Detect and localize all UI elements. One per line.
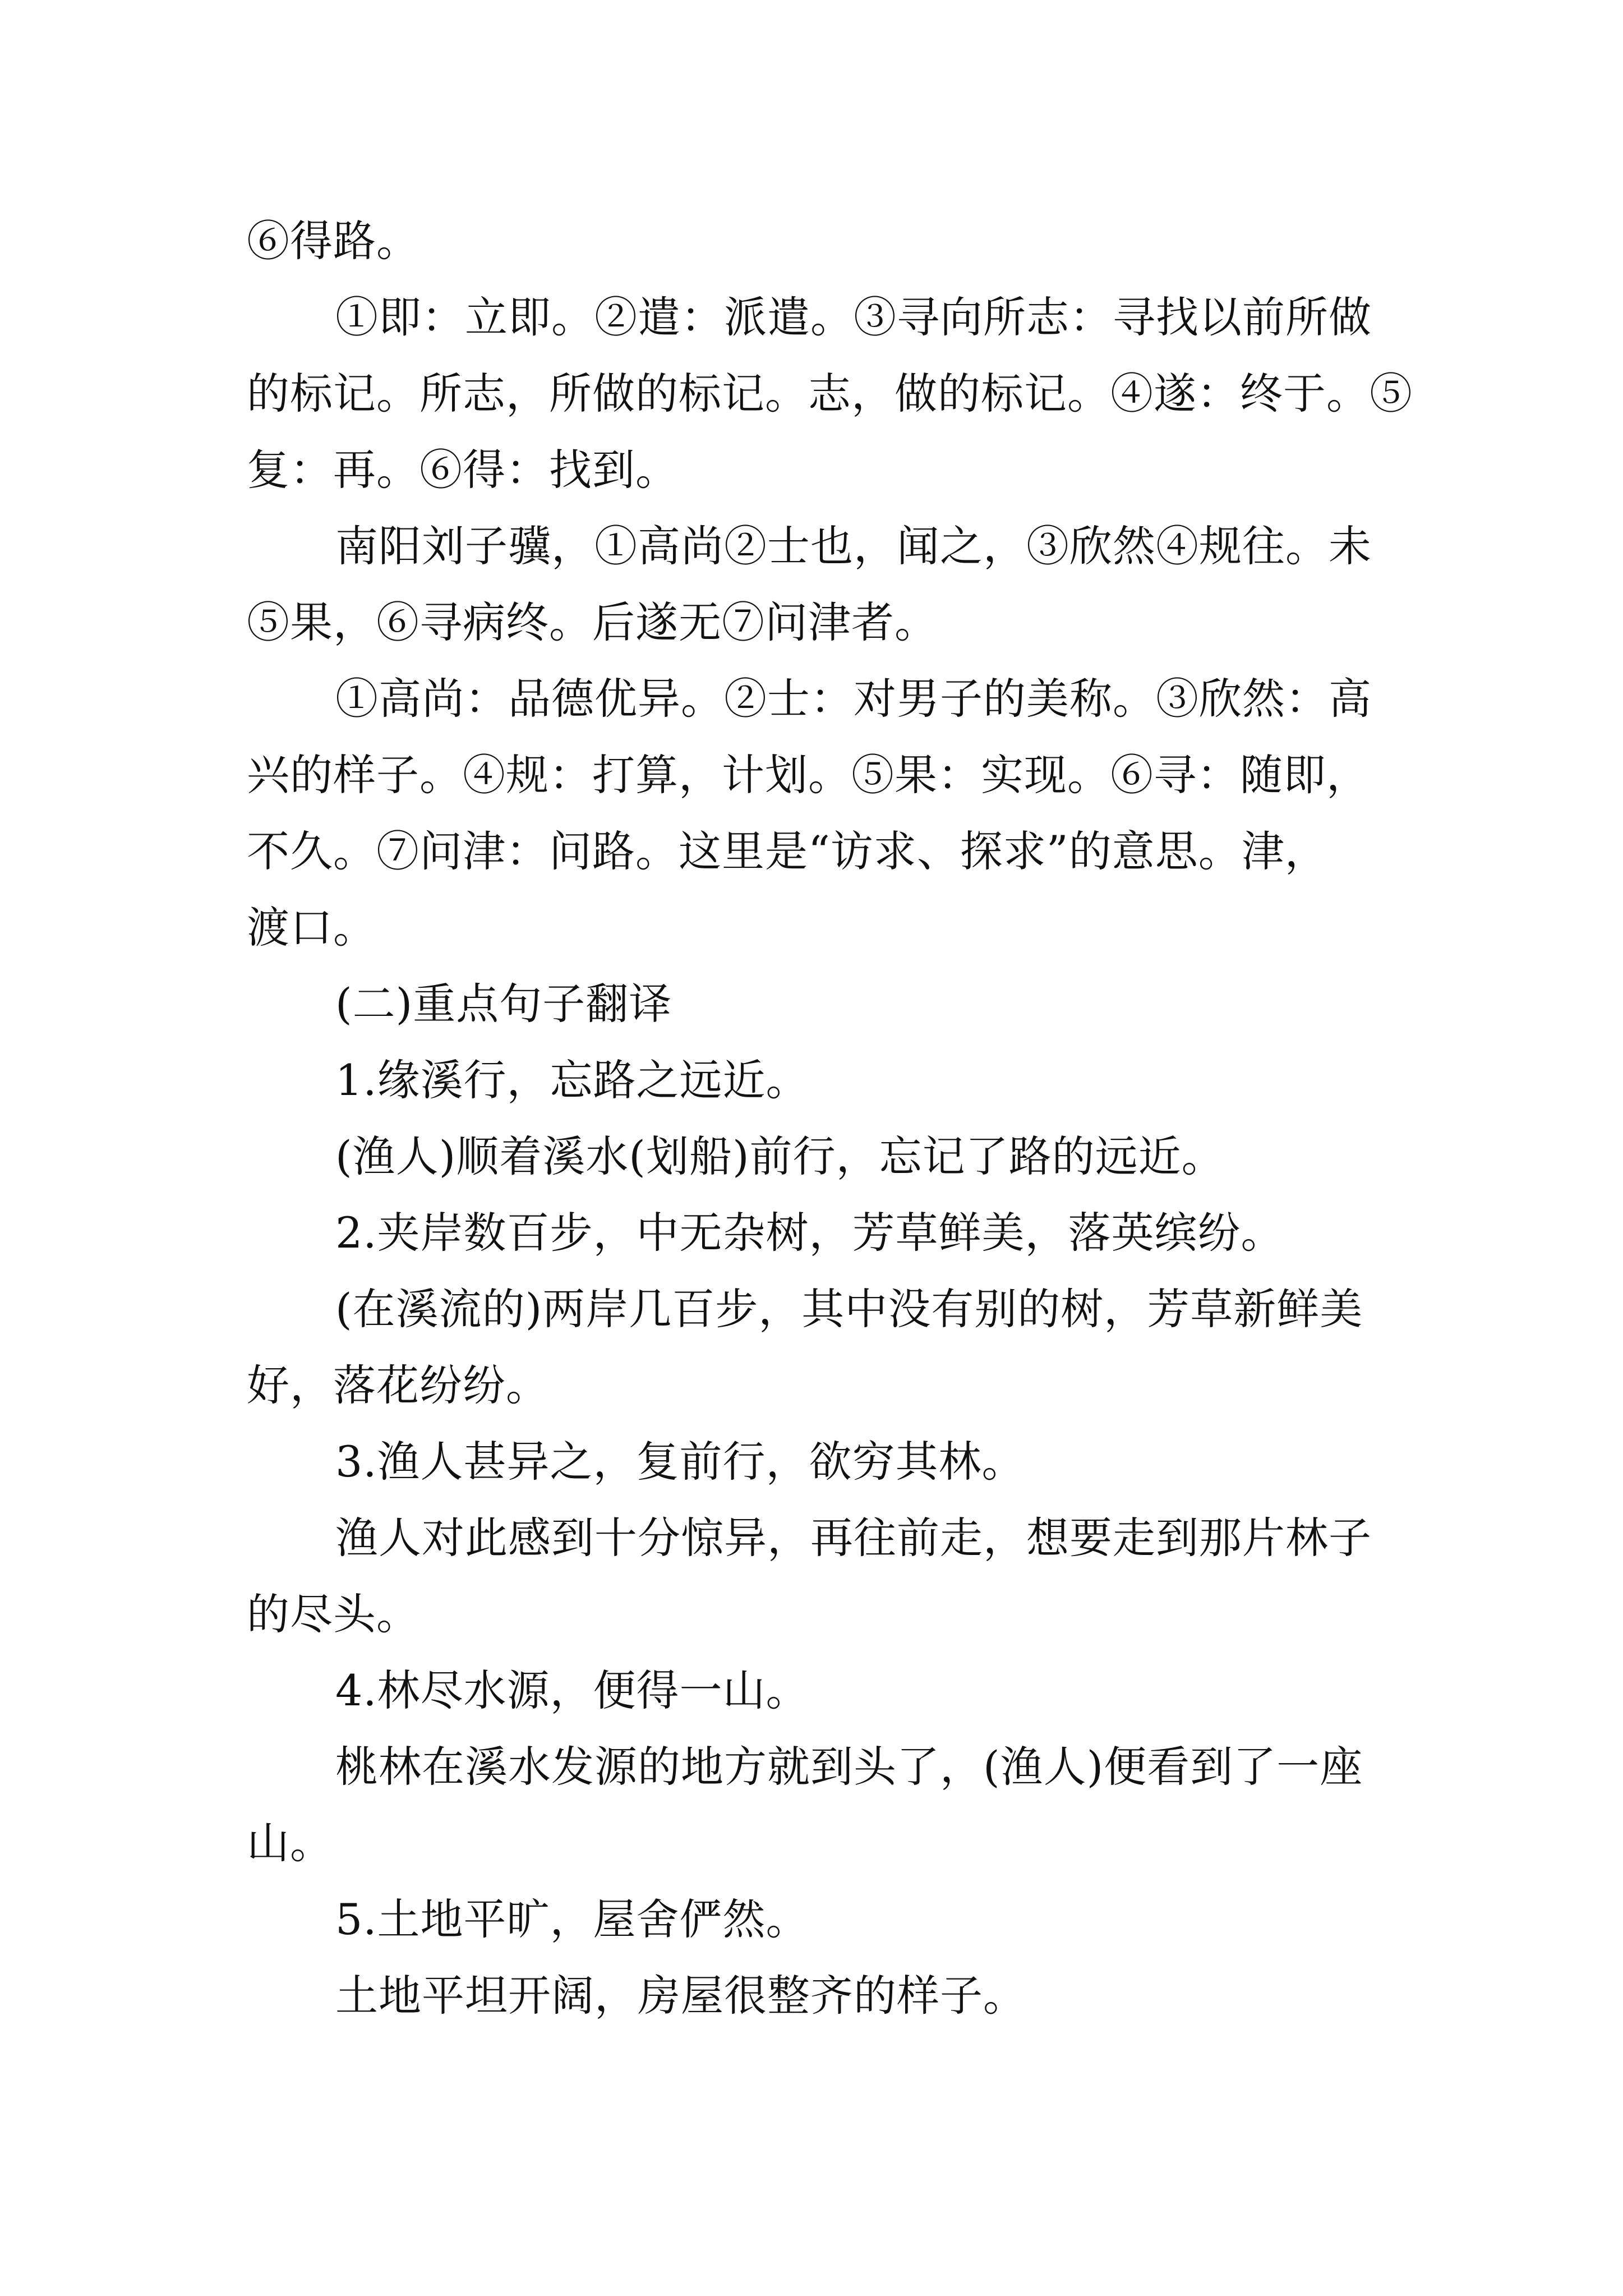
text-line-16: 好，落花纷纷。 — [247, 1360, 549, 1410]
text-line-7: ①高尚：品德优异。②士：对男子的美称。③欣然：高 — [335, 674, 1372, 724]
text-line-18: 渔人对此感到十分惊异，再往前走，想要走到那片林子 — [335, 1513, 1372, 1563]
text-line-20: 4.林尽水源，便得一山。 — [335, 1665, 809, 1715]
text-line-9: 不久。⑦问津：问路。这里是“访求、探求”的意思。津， — [247, 826, 1328, 876]
text-line-5: 南阳刘子骥，①高尚②士也，闻之，③欣然④规往。未 — [335, 521, 1372, 571]
text-line-14: 2.夹岸数百步，中无杂树，芳草鲜美，落英缤纷。 — [335, 1208, 1284, 1258]
text-line-13: (渔人)顺着溪水(划船)前行，忘记了路的远近。 — [335, 1131, 1225, 1181]
text-line-8: 兴的样子。④规：打算，计划。⑤果：实现。⑥寻：随即， — [247, 750, 1370, 800]
text-line-23: 5.土地平旷，屋舍俨然。 — [335, 1894, 809, 1944]
text-line-4: 复：再。⑥得：找到。 — [247, 445, 679, 495]
text-line-3: 的标记。所志，所做的标记。志，做的标记。④遂：终于。⑤ — [247, 369, 1413, 418]
text-line-10: 渡口。 — [247, 903, 376, 953]
text-line-17: 3.渔人甚异之，复前行，欲穷其林。 — [335, 1437, 1025, 1487]
text-line-1: ⑥得路。 — [247, 216, 419, 266]
text-line-24: 土地平坦开阔，房屋很整齐的样子。 — [335, 1971, 1026, 2021]
text-line-21: 桃林在溪水发源的地方就到头了，(渔人)便看到了一座 — [335, 1742, 1363, 1792]
text-line-19: 的尽头。 — [247, 1589, 419, 1639]
section-heading: (二)重点句子翻译 — [335, 979, 672, 1029]
text-line-12: 1.缘溪行，忘路之远近。 — [335, 1055, 809, 1105]
text-line-6: ⑤果，⑥寻病终。后遂无⑦问津者。 — [247, 597, 938, 647]
text-line-15: (在溪流的)两岸几百步，其中没有别的树，芳草新鲜美 — [335, 1284, 1363, 1334]
text-line-22: 山。 — [247, 1818, 333, 1868]
text-line-2: ①即：立即。②遣：派遣。③寻向所志：寻找以前所做 — [335, 292, 1372, 342]
